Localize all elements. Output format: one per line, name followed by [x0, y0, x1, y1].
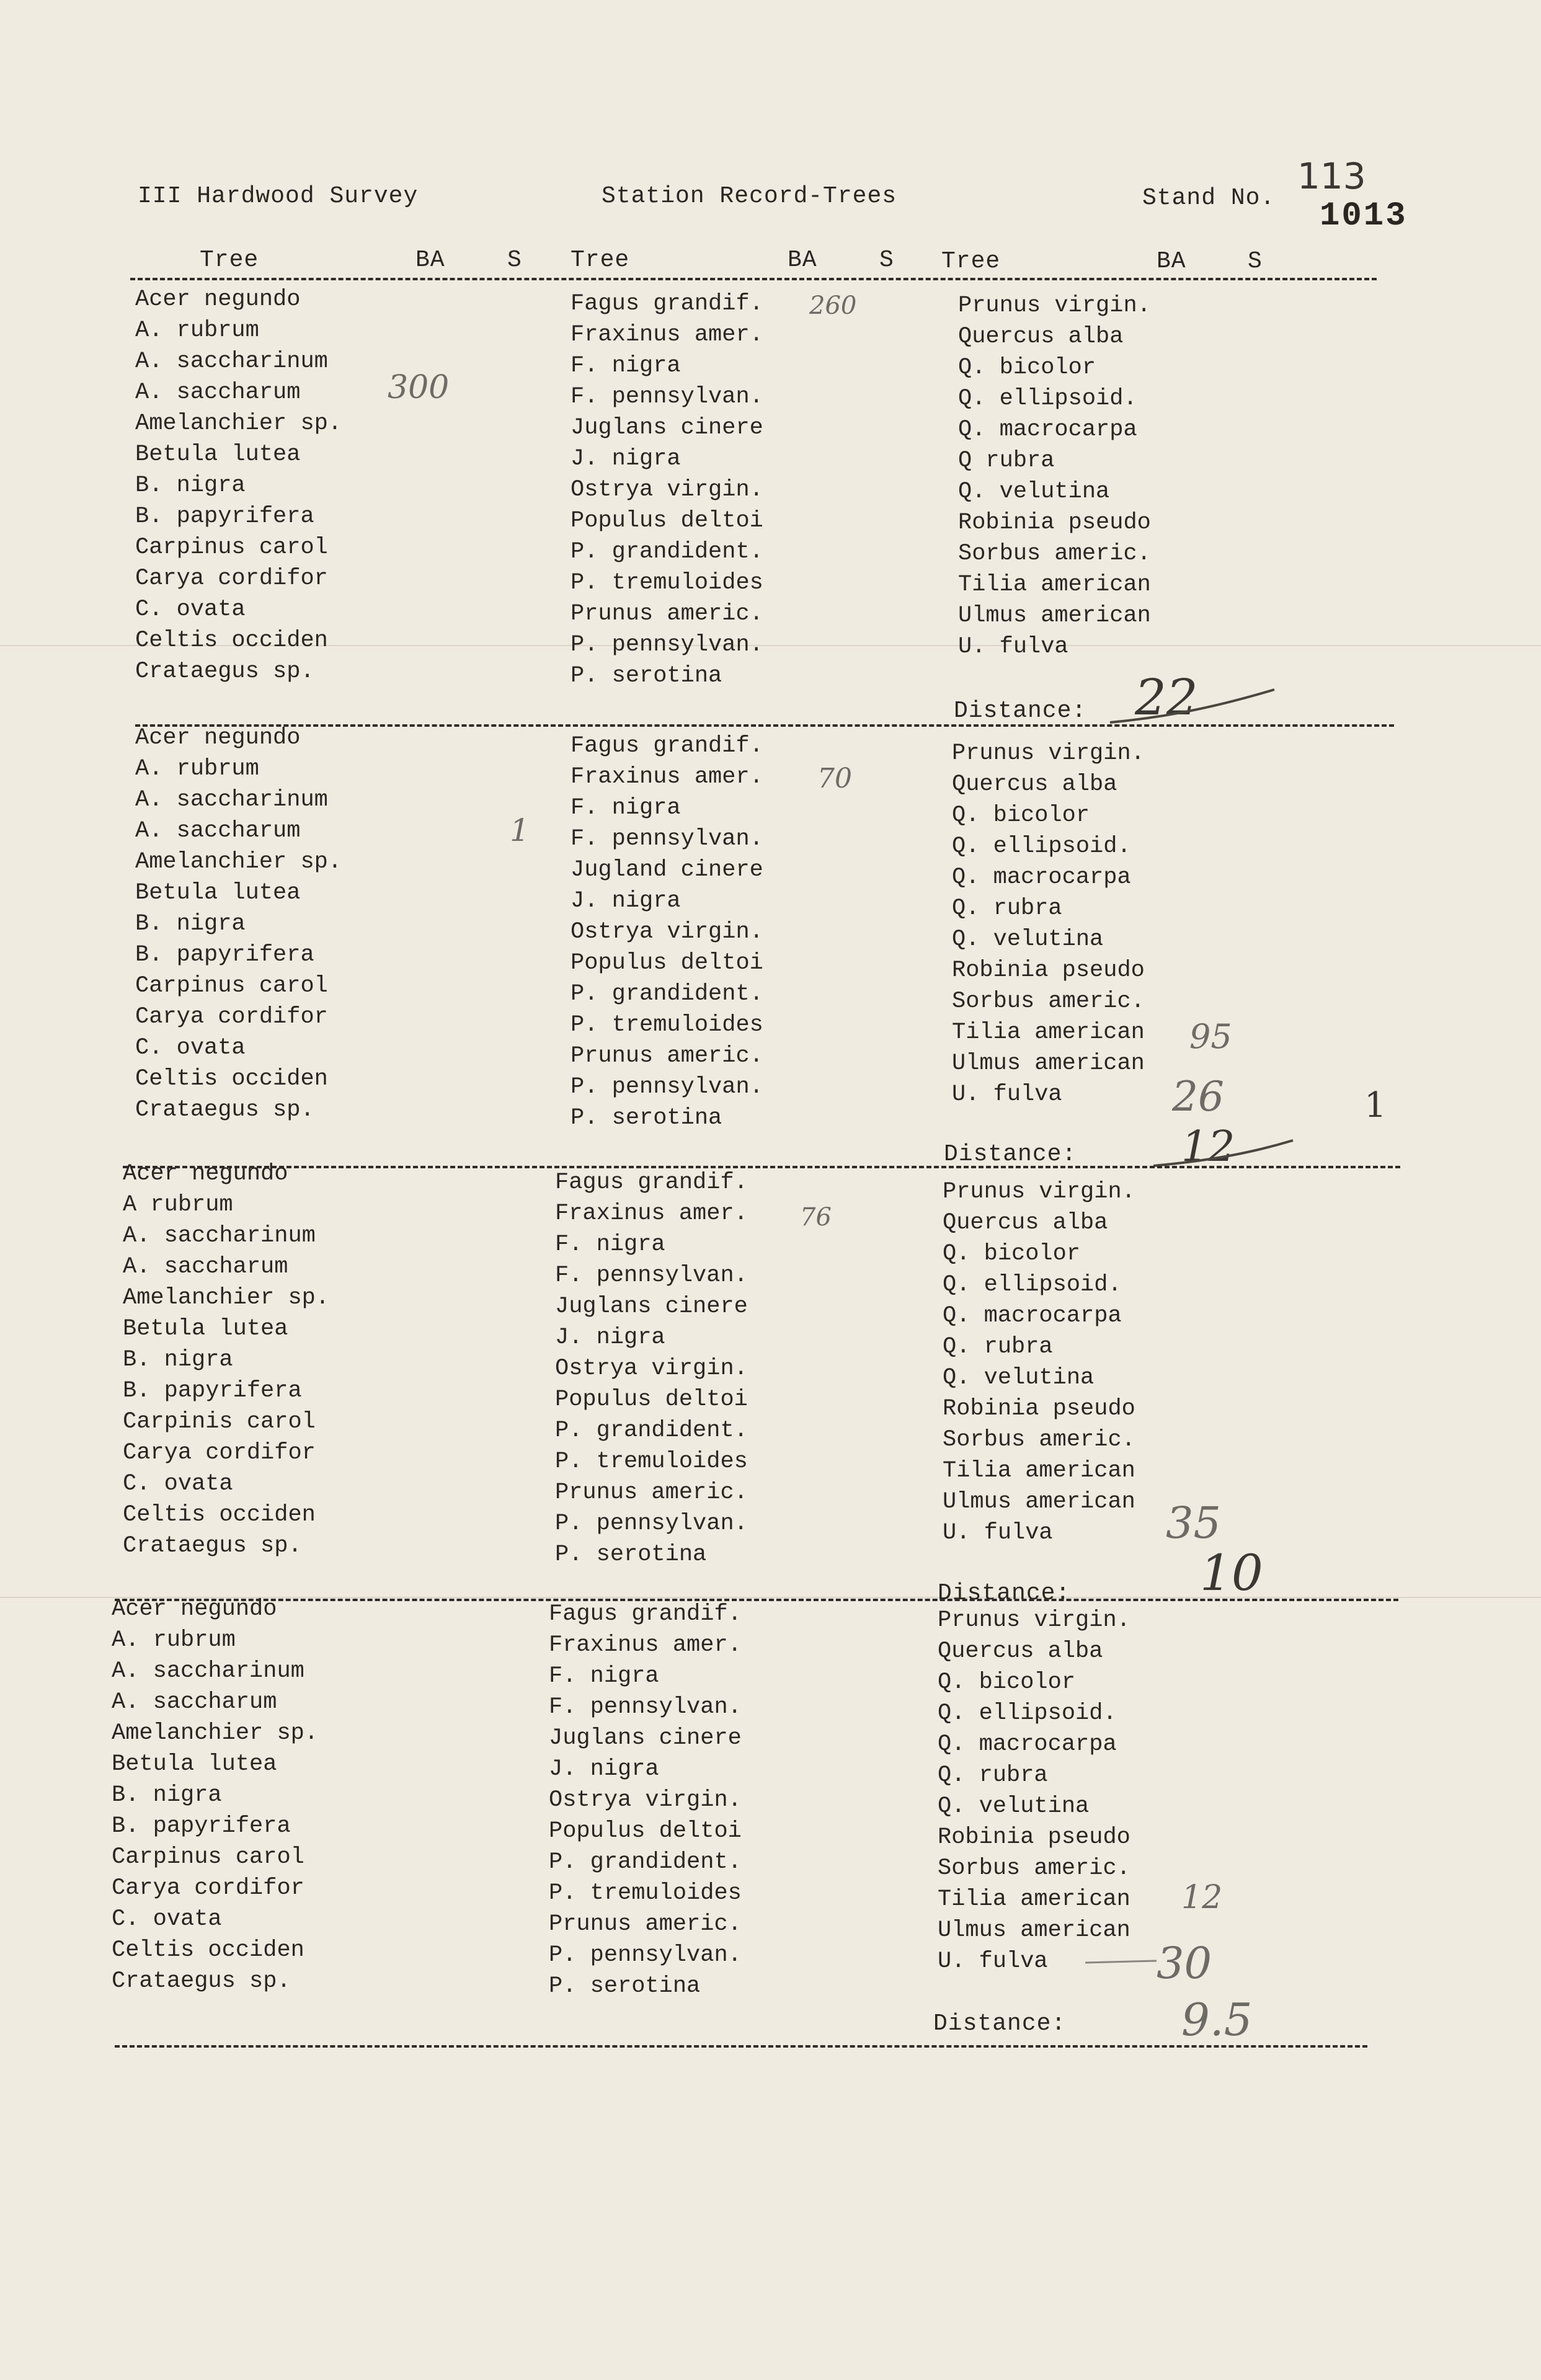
- tree-name: P. grandident.: [571, 981, 763, 1007]
- col1-ba-header: BA: [415, 247, 445, 273]
- handwritten-distance: 22: [1135, 668, 1198, 726]
- handwritten-ba: 300: [388, 369, 450, 406]
- tree-name: A. saccharum: [135, 818, 301, 844]
- tree-name: B. papyrifera: [112, 1813, 291, 1839]
- tree-name: Q. ellipsoid.: [952, 833, 1131, 859]
- tree-name: Carpinus carol: [135, 535, 328, 561]
- tree-name: Fraxinus amer.: [555, 1201, 748, 1227]
- tree-name: C. ovata: [135, 1035, 246, 1061]
- tree-name: Tilia american: [938, 1886, 1130, 1912]
- tree-name: Acer negundo: [135, 286, 301, 313]
- tree-name: Robinia pseudo: [938, 1824, 1130, 1850]
- handwritten-dash: [1082, 1953, 1163, 1972]
- tree-name: Q. bicolor: [943, 1241, 1081, 1267]
- tree-name: A rubrum: [123, 1192, 233, 1218]
- tree-name: Crataegus sp.: [123, 1533, 302, 1559]
- tree-name: Crataegus sp.: [135, 1097, 314, 1123]
- record-title: Station Record-Trees: [602, 183, 897, 210]
- tree-name: Juglans cinere: [549, 1725, 742, 1751]
- tree-name: P. tremuloides: [555, 1449, 748, 1475]
- tree-name: A. saccharinum: [123, 1223, 316, 1249]
- tree-name: Prunus virgin.: [952, 740, 1145, 766]
- tree-name: Ostrya virgin.: [571, 919, 763, 945]
- tree-name: Fagus grandif.: [549, 1601, 742, 1627]
- tree-name: Carya cordifor: [135, 566, 328, 592]
- tree-name: Quercus alba: [952, 771, 1117, 797]
- tree-name: Prunus virgin.: [938, 1607, 1130, 1633]
- handwritten-ba: 260: [809, 291, 857, 320]
- tree-name: P. serotina: [549, 1973, 701, 1999]
- handwritten-s: 1: [510, 812, 530, 848]
- tree-name: B. papyrifera: [123, 1378, 302, 1404]
- col3-ba-header: BA: [1157, 248, 1186, 275]
- col2-s-header: S: [879, 247, 894, 273]
- tree-name: B. nigra: [135, 473, 246, 499]
- block2-col1: [135, 722, 342, 1126]
- handwritten-ba: 12: [1181, 1879, 1223, 1916]
- tree-name: Sorbus americ.: [943, 1427, 1135, 1453]
- tree-name: Ulmus american: [943, 1489, 1135, 1515]
- tree-name: Q. macrocarpa: [938, 1731, 1117, 1757]
- tree-name: A. saccharum: [123, 1254, 288, 1280]
- tree-name: U. fulva: [958, 634, 1068, 660]
- tree-name: C. ovata: [112, 1906, 222, 1932]
- tree-name: Q. bicolor: [952, 802, 1090, 828]
- handwritten-distance: 12: [1181, 1122, 1235, 1171]
- tree-name: Q. macrocarpa: [958, 417, 1137, 443]
- tree-name: J. nigra: [571, 888, 681, 914]
- tree-name: Q. ellipsoid.: [938, 1700, 1117, 1726]
- tree-name: Acer negundo: [123, 1161, 288, 1187]
- distance-label: Distance:: [933, 2010, 1067, 2037]
- tree-name: Tilia american: [952, 1019, 1145, 1046]
- tree-name: Prunus virgin.: [943, 1179, 1135, 1205]
- tree-name: Q. velutina: [958, 479, 1110, 505]
- tree-name: Betula lutea: [112, 1751, 277, 1777]
- handwritten-distance: 9.5: [1181, 1994, 1253, 2046]
- tree-name: Populus deltoi: [571, 950, 763, 976]
- tree-name: Fraxinus amer.: [571, 764, 763, 790]
- tree-name: Populus deltoi: [549, 1818, 742, 1844]
- handwritten-distance: 10: [1200, 1544, 1263, 1602]
- tree-name: B. nigra: [135, 911, 246, 937]
- tree-name: Fraxinus amer.: [571, 322, 763, 348]
- tree-name: U. fulva: [952, 1081, 1062, 1108]
- tree-name: Tilia american: [958, 572, 1151, 598]
- tree-name: Ulmus american: [958, 603, 1151, 629]
- tree-name: Amelanchier sp.: [112, 1720, 319, 1746]
- tree-name: Q. macrocarpa: [952, 864, 1131, 890]
- tree-name: A. saccharinum: [135, 787, 328, 813]
- tree-name: P. serotina: [571, 1105, 722, 1131]
- tree-name: Prunus americ.: [555, 1480, 748, 1506]
- tree-name: P. grandident.: [555, 1418, 748, 1444]
- col2-tree-header: Tree: [571, 247, 630, 273]
- tree-name: P. serotina: [571, 663, 722, 689]
- col2-ba-header: BA: [788, 247, 817, 273]
- tree-name: Amelanchier sp.: [135, 849, 342, 875]
- tree-name: P. pennsylvan.: [571, 1074, 763, 1100]
- handwritten-ba: 76: [800, 1203, 832, 1232]
- tree-name: Jugland cinere: [571, 857, 763, 883]
- tree-name: Sorbus americ.: [938, 1855, 1130, 1881]
- stand-number-upper: 113: [1297, 155, 1366, 197]
- tree-name: Robinia pseudo: [958, 510, 1151, 536]
- tree-name: A. rubrum: [112, 1627, 236, 1653]
- tree-name: Sorbus americ.: [952, 988, 1145, 1015]
- tree-name: B. papyrifera: [135, 942, 314, 968]
- tree-name: Prunus americ.: [549, 1911, 742, 1937]
- tree-name: B. nigra: [112, 1782, 222, 1808]
- tree-name: P. pennsylvan.: [555, 1511, 748, 1537]
- tree-name: Quercus alba: [938, 1638, 1103, 1664]
- tree-name: U. fulva: [938, 1948, 1048, 1974]
- tree-name: Juglans cinere: [555, 1294, 748, 1320]
- tree-name: P. pennsylvan.: [571, 632, 763, 658]
- tree-name: U. fulva: [943, 1520, 1053, 1546]
- tree-name: Q. rubra: [938, 1762, 1048, 1788]
- tree-name: Q. velutina: [938, 1793, 1090, 1819]
- tree-name: A. saccharum: [135, 380, 301, 406]
- block3-col2: [555, 1167, 748, 1570]
- tree-name: J. nigra: [555, 1325, 665, 1351]
- handwritten-ba: 70: [817, 763, 852, 794]
- tree-name: Celtis occiden: [135, 1066, 328, 1092]
- block1-col1: [135, 284, 342, 687]
- handwritten-s: 1: [1364, 1085, 1387, 1126]
- tree-name: Tilia american: [943, 1458, 1135, 1484]
- handwritten-underline: [1150, 1132, 1299, 1175]
- tree-name: Q. rubra: [952, 895, 1062, 921]
- block3-col3: [943, 1176, 1135, 1548]
- tree-name: Celtis occiden: [123, 1502, 316, 1528]
- tree-name: Fagus grandif.: [571, 733, 763, 759]
- tree-name: A. rubrum: [135, 756, 259, 782]
- tree-name: Betula lutea: [123, 1316, 288, 1342]
- block4-col3: [938, 1605, 1130, 1977]
- tree-name: Q. rubra: [943, 1334, 1053, 1360]
- tree-name: F. nigra: [571, 795, 681, 821]
- distance-label: Distance:: [938, 1580, 1071, 1607]
- tree-name: Prunus virgin.: [958, 293, 1151, 319]
- tree-name: Populus deltoi: [555, 1387, 748, 1413]
- tree-name: Celtis occiden: [135, 628, 328, 654]
- handwritten-ba: 30: [1157, 1938, 1212, 1989]
- tree-name: Carya cordifor: [123, 1440, 316, 1466]
- tree-name: F. pennsylvan.: [571, 384, 763, 410]
- distance-label: Distance:: [944, 1141, 1077, 1168]
- tree-name: P. tremuloides: [549, 1880, 742, 1906]
- stand-label: Stand No.: [1142, 185, 1276, 211]
- block2-col2: [571, 730, 763, 1134]
- tree-name: J. nigra: [571, 446, 681, 472]
- tree-name: B. nigra: [123, 1347, 233, 1373]
- tree-name: Q. velutina: [952, 926, 1104, 952]
- tree-name: Q. bicolor: [958, 355, 1096, 381]
- tree-name: Crataegus sp.: [112, 1968, 291, 1994]
- handwritten-ba: 35: [1166, 1498, 1222, 1548]
- tree-name: A. saccharinum: [135, 349, 328, 375]
- tree-name: Q rubra: [958, 448, 1055, 474]
- tree-name: F. nigra: [549, 1663, 659, 1689]
- tree-name: F. pennsylvan.: [549, 1694, 742, 1720]
- tree-name: A. saccharinum: [112, 1658, 304, 1684]
- tree-name: Ulmus american: [938, 1917, 1130, 1943]
- block4-col1: [112, 1594, 318, 1997]
- tree-name: Prunus americ.: [571, 1043, 763, 1069]
- header-rule: [130, 278, 1377, 280]
- tree-name: F. nigra: [571, 353, 681, 379]
- tree-name: P. tremuloides: [571, 1012, 763, 1038]
- block3-col1: [123, 1158, 329, 1561]
- tree-name: P. tremuloides: [571, 570, 763, 596]
- tree-name: Ostrya virgin.: [571, 477, 763, 503]
- tree-name: Celtis occiden: [112, 1937, 304, 1963]
- tree-name: P. grandident.: [549, 1849, 742, 1875]
- tree-name: Acer negundo: [135, 725, 301, 751]
- tree-name: P. serotina: [555, 1542, 707, 1568]
- handwritten-ba: 95: [1189, 1017, 1232, 1056]
- tree-name: Quercus alba: [943, 1210, 1108, 1236]
- block1-col2: [571, 288, 763, 691]
- tree-name: Betula lutea: [135, 880, 301, 906]
- tree-name: J. nigra: [549, 1756, 659, 1782]
- tree-name: Carpinus carol: [135, 973, 328, 999]
- tree-name: Fagus grandif.: [555, 1170, 748, 1196]
- block1-col3: [958, 290, 1151, 662]
- tree-name: Q. macrocarpa: [943, 1303, 1122, 1329]
- handwritten-ba: 26: [1172, 1073, 1224, 1121]
- tree-name: Ostrya virgin.: [549, 1787, 742, 1813]
- tree-name: Fagus grandif.: [571, 291, 763, 317]
- col1-s-header: S: [507, 247, 522, 273]
- tree-name: Q. ellipsoid.: [958, 386, 1137, 412]
- tree-name: Betula lutea: [135, 442, 301, 468]
- tree-name: Carpinus carol: [112, 1844, 304, 1870]
- tree-name: Q. bicolor: [938, 1669, 1076, 1695]
- tree-name: Q. velutina: [943, 1365, 1095, 1391]
- col3-tree-header: Tree: [941, 248, 1001, 275]
- tree-name: P. grandident.: [571, 539, 763, 565]
- tree-name: Ostrya virgin.: [555, 1356, 748, 1382]
- tree-name: Carya cordifor: [112, 1875, 304, 1901]
- tree-name: B. papyrifera: [135, 504, 314, 530]
- block4-col2: [549, 1599, 742, 2002]
- tree-name: C. ovata: [123, 1471, 233, 1497]
- tree-name: Amelanchier sp.: [135, 411, 342, 437]
- tree-name: Crataegus sp.: [135, 659, 314, 685]
- distance-label: Distance:: [954, 698, 1087, 724]
- tree-name: Sorbus americ.: [958, 541, 1151, 567]
- tree-name: F. nigra: [555, 1232, 665, 1258]
- tree-name: Robinia pseudo: [943, 1396, 1135, 1422]
- col3-s-header: S: [1248, 248, 1263, 275]
- tree-name: Q. ellipsoid.: [943, 1272, 1122, 1298]
- tree-name: Juglans cinere: [571, 415, 763, 441]
- survey-title: III Hardwood Survey: [138, 183, 419, 210]
- tree-name: A. saccharum: [112, 1689, 277, 1715]
- tree-name: F. pennsylvan.: [555, 1263, 748, 1289]
- tree-name: Carpinis carol: [123, 1409, 316, 1435]
- tree-name: Carya cordifor: [135, 1004, 328, 1030]
- stand-number: 1013: [1320, 197, 1408, 235]
- tree-name: Amelanchier sp.: [123, 1285, 330, 1311]
- tree-name: Ulmus american: [952, 1050, 1145, 1077]
- col1-tree-header: Tree: [200, 247, 259, 273]
- block2-col3: [952, 738, 1145, 1110]
- tree-name: Robinia pseudo: [952, 957, 1145, 984]
- tree-name: Fraxinus amer.: [549, 1632, 742, 1658]
- tree-name: Quercus alba: [958, 324, 1124, 350]
- tree-name: Acer negundo: [112, 1596, 277, 1622]
- tree-name: C. ovata: [135, 597, 246, 623]
- tree-name: A. rubrum: [135, 317, 259, 344]
- bottom-rule: [115, 2045, 1367, 2048]
- tree-name: Prunus americ.: [571, 601, 763, 627]
- tree-name: P. pennsylvan.: [549, 1942, 742, 1968]
- tree-name: Populus deltoi: [571, 508, 763, 534]
- tree-name: F. pennsylvan.: [571, 826, 763, 852]
